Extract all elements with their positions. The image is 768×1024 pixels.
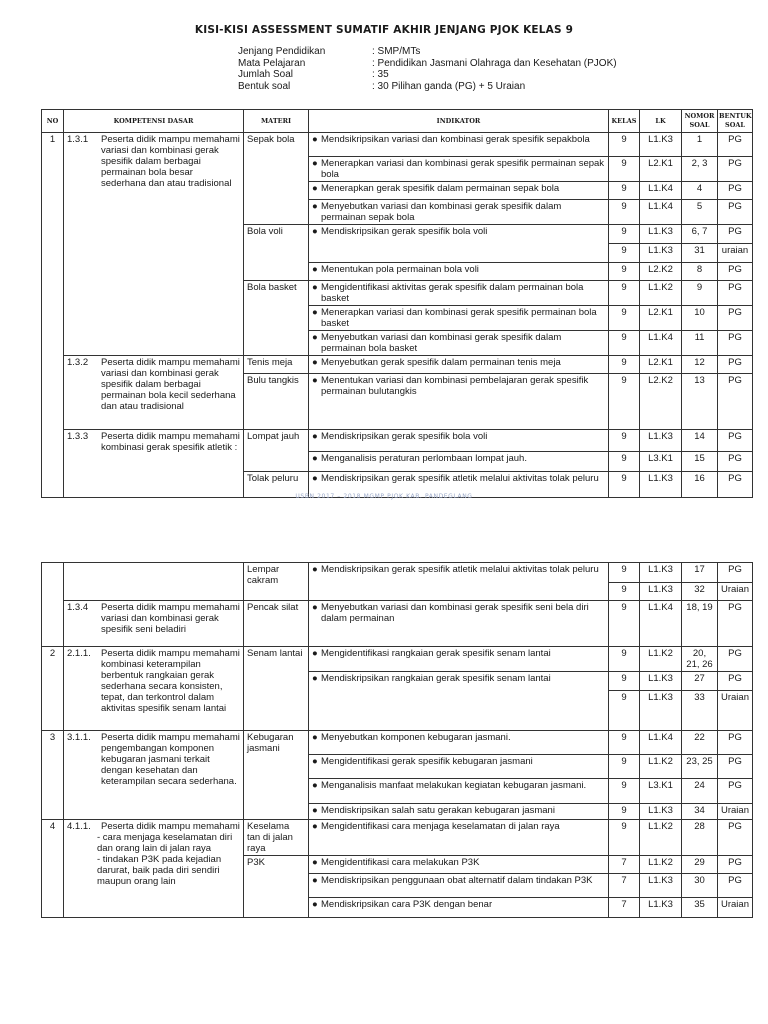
document-info: [238, 46, 617, 92]
bentuk-cell: PG: [718, 472, 753, 498]
kelas-cell: 9: [609, 225, 640, 244]
info-key: Bentuk soal: [238, 80, 291, 92]
kd-number: 1.3.3: [67, 431, 89, 442]
bentuk-cell: PG: [718, 452, 753, 472]
nomor-cell: 32: [682, 583, 718, 601]
materi-cell: Keselama tan di jalan raya: [244, 820, 309, 856]
nomor-cell: 15: [682, 452, 718, 472]
kd-text: Peserta didik mampu memahami kombinasi keterampilan berbentuk rangkaian gerak sederhana secara konsisten, tepat, dan terkontrol dalam aktivitas spesifik senam lantai: [101, 648, 240, 714]
kelas-cell: 9: [609, 244, 640, 263]
indikator-text: Menerapkan gerak spesifik dalam permainan sepak bola: [321, 183, 560, 194]
nomor-cell: 17: [682, 563, 718, 583]
nomor-cell: 1: [682, 133, 718, 157]
bentuk-cell: PG: [718, 182, 753, 200]
kelas-cell: 9: [609, 331, 640, 356]
nomor-cell: 9: [682, 281, 718, 306]
indikator-cell: [309, 452, 609, 472]
kd-sub-item: - tindakan P3K pada kejadian darurat, baik pada diri sendiri maupun orang lain: [97, 854, 222, 887]
kelas-cell: 9: [609, 804, 640, 820]
col-nomor-soal: NOMOR SOAL: [682, 110, 718, 133]
indikator-text: Mengidentifikasi rangkaian gerak spesifik senam lantai: [321, 648, 551, 659]
bentuk-cell: Uraian: [718, 804, 753, 820]
nomor-cell: 6, 7: [682, 225, 718, 244]
indikator-cell: [309, 356, 609, 374]
bentuk-cell: PG: [718, 755, 753, 779]
bentuk-cell: PG: [718, 820, 753, 856]
bullet-icon: ●: [312, 453, 318, 464]
bentuk-cell: PG: [718, 281, 753, 306]
bullet-icon: ●: [312, 673, 318, 684]
nomor-cell: 5: [682, 200, 718, 225]
lk-cell: L1.K3: [640, 563, 682, 583]
kd-number: 1.3.1: [67, 134, 89, 145]
kd-cell: [64, 820, 244, 918]
indikator-text: Menentukan pola permainan bola voli: [321, 264, 479, 275]
nomor-cell: 8: [682, 263, 718, 281]
materi-cell: Tolak peluru: [244, 472, 309, 498]
kelas-cell: 7: [609, 898, 640, 918]
nomor-cell: 18, 19: [682, 601, 718, 647]
info-key: Jumlah Soal: [238, 69, 294, 80]
row-number: 3: [42, 731, 64, 820]
indikator-cell: [309, 331, 609, 356]
indikator-cell: [309, 820, 609, 856]
bullet-icon: ●: [312, 602, 318, 613]
materi-cell: Lompat jauh: [244, 430, 309, 472]
row-number: 2: [42, 647, 64, 731]
lk-cell: L1.K2: [640, 856, 682, 874]
bentuk-cell: PG: [718, 672, 753, 691]
kd-cell: [64, 731, 244, 820]
kd-text: Peserta didik mampu memahami pengembangan komponen kebugaran jasmani terkait dengan kesehatan dan keterampilan secara sederhana.: [101, 732, 240, 787]
bentuk-cell: PG: [718, 647, 753, 672]
bullet-icon: ●: [312, 201, 318, 212]
indikator-text: Mendiskripsikan gerak spesifik atletik melalui aktivitas tolak peluru: [321, 564, 599, 575]
indikator-cell: [309, 200, 609, 225]
bullet-icon: ●: [312, 756, 318, 767]
indikator-cell: [309, 374, 609, 430]
kd-number: 2.1.1.: [67, 648, 91, 659]
bentuk-cell: uraian: [718, 244, 753, 263]
nomor-cell: 29: [682, 856, 718, 874]
lk-cell: L2.K1: [640, 306, 682, 331]
nomor-cell: 30: [682, 874, 718, 898]
kd-number: 1.3.4: [67, 602, 89, 613]
kelas-cell: 9: [609, 472, 640, 498]
kd-cell: [64, 356, 244, 430]
kd-sub-item: - cara menjaga keselamatan diri dan orang lain di jalan raya: [97, 832, 233, 854]
kelas-cell: 9: [609, 430, 640, 452]
lk-cell: L1.K3: [640, 804, 682, 820]
lk-cell: L1.K4: [640, 331, 682, 356]
kelas-cell: 9: [609, 374, 640, 430]
bentuk-cell: PG: [718, 430, 753, 452]
bentuk-cell: Uraian: [718, 691, 753, 731]
col-kelas: KELAS: [609, 110, 640, 133]
indikator-text: Mendiskripsikan salah satu gerakan kebugaran jasmani: [321, 805, 555, 816]
bullet-icon: ●: [312, 307, 318, 318]
nomor-cell: 31: [682, 244, 718, 263]
indikator-cell: [309, 563, 609, 601]
info-mapel: [238, 58, 617, 70]
indikator-cell: [309, 182, 609, 200]
col-kompetensi-dasar: KOMPETENSI DASAR: [64, 110, 244, 133]
bullet-icon: ●: [312, 899, 318, 910]
indikator-cell: [309, 601, 609, 647]
nomor-cell: 35: [682, 898, 718, 918]
bentuk-cell: PG: [718, 874, 753, 898]
bullet-icon: ●: [312, 226, 318, 237]
indikator-cell: [309, 672, 609, 731]
bentuk-cell: PG: [718, 356, 753, 374]
kelas-cell: 9: [609, 452, 640, 472]
bullet-icon: ●: [312, 183, 318, 194]
materi-cell: P3K: [244, 856, 309, 918]
lk-cell: L1.K2: [640, 281, 682, 306]
materi-cell: Pencak silat: [244, 601, 309, 647]
bullet-icon: ●: [312, 375, 318, 386]
bullet-icon: ●: [312, 732, 318, 743]
col-lk: LK: [640, 110, 682, 133]
indikator-text: Mendiskripsikan gerak spesifik atletik melalui aktivitas tolak peluru: [321, 473, 599, 484]
indikator-text: Menyebutkan variasi dan kombinasi gerak spesifik seni bela diri dalam permainan: [321, 602, 589, 624]
indikator-text: Mendiskripsikan cara P3K dengan benar: [321, 899, 493, 910]
materi-cell: Sepak bola: [244, 133, 309, 225]
kd-cell: [64, 430, 244, 498]
nomor-cell: 20, 21, 26: [682, 647, 718, 672]
indikator-text: Mendiskripsikan rangkaian gerak spesifik senam lantai: [321, 673, 551, 684]
materi-cell: Senam lantai: [244, 647, 309, 731]
kelas-cell: 7: [609, 856, 640, 874]
indikator-text: Mengidentifikasi aktivitas gerak spesifik dalam permainan bola basket: [321, 282, 584, 304]
col-bentuk-soal: BENTUK SOAL: [718, 110, 753, 133]
bentuk-cell: PG: [718, 263, 753, 281]
indikator-cell: [309, 133, 609, 157]
lk-cell: L1.K3: [640, 672, 682, 691]
indikator-text: Mendiskripsikan gerak spesifik bola voli: [321, 431, 488, 442]
bentuk-cell: Uraian: [718, 898, 753, 918]
lk-cell: L1.K3: [640, 244, 682, 263]
bullet-icon: ●: [312, 648, 318, 659]
table-row: [42, 563, 753, 583]
nomor-cell: 13: [682, 374, 718, 430]
bentuk-cell: PG: [718, 601, 753, 647]
indikator-text: Mengidentifikasi gerak spesifik kebugaran jasmani: [321, 756, 533, 767]
kelas-cell: 9: [609, 356, 640, 374]
indikator-cell: [309, 281, 609, 306]
table-header-row: [42, 110, 753, 133]
bentuk-cell: PG: [718, 731, 753, 755]
indikator-cell: [309, 779, 609, 804]
table-row: [42, 133, 753, 157]
kd-cell: [64, 133, 244, 356]
lk-cell: L3.K1: [640, 779, 682, 804]
indikator-cell: [309, 755, 609, 779]
kisi-table-page-2: [41, 562, 753, 918]
info-key: Mata Pelajaran: [238, 57, 306, 69]
kelas-cell: 9: [609, 731, 640, 755]
table-row: [42, 430, 753, 452]
kelas-cell: 9: [609, 563, 640, 583]
info-value: : 35: [372, 69, 389, 80]
kelas-cell: 9: [609, 601, 640, 647]
nomor-cell: 27: [682, 672, 718, 691]
materi-cell: Bola basket: [244, 281, 309, 356]
nomor-cell: 24: [682, 779, 718, 804]
kelas-cell: 9: [609, 583, 640, 601]
kelas-cell: 9: [609, 691, 640, 731]
bullet-icon: ●: [312, 875, 318, 886]
row-number: 1: [42, 133, 64, 498]
indikator-cell: [309, 898, 609, 918]
bentuk-cell: PG: [718, 779, 753, 804]
lk-cell: L3.K1: [640, 452, 682, 472]
indikator-text: Menentukan variasi dan kombinasi pembelajaran gerak spesifik permainan bulutangkis: [321, 375, 589, 397]
nomor-cell: 23, 25: [682, 755, 718, 779]
bullet-icon: ●: [312, 264, 318, 275]
indikator-cell: [309, 430, 609, 452]
kd-number: 3.1.1.: [67, 732, 91, 743]
lk-cell: L1.K3: [640, 225, 682, 244]
lk-cell: L1.K4: [640, 200, 682, 225]
kisi-table-page-1: [41, 109, 753, 498]
bentuk-cell: PG: [718, 306, 753, 331]
nomor-cell: 4: [682, 182, 718, 200]
indikator-cell: [309, 263, 609, 281]
kelas-cell: 7: [609, 874, 640, 898]
table-row: [42, 647, 753, 672]
lk-cell: L2.K1: [640, 356, 682, 374]
bullet-icon: ●: [312, 805, 318, 816]
document-title: KISI-KISI ASSESSMENT SUMATIF AKHIR JENJANG PJOK KELAS 9: [194, 24, 574, 36]
nomor-cell: 28: [682, 820, 718, 856]
indikator-cell: [309, 647, 609, 672]
materi-cell: Kebugaran jasmani: [244, 731, 309, 820]
row-number: 4: [42, 820, 64, 918]
kd-text: Peserta didik mampu memahami kombinasi gerak spesifik atletik :: [101, 431, 240, 453]
kelas-cell: 9: [609, 647, 640, 672]
kd-cell: [64, 563, 244, 601]
kd-text: Peserta didik mampu memahami variasi dan kombinasi gerak spesifik seni beladiri: [101, 602, 240, 635]
bentuk-cell: PG: [718, 856, 753, 874]
bullet-icon: ●: [312, 780, 318, 791]
bullet-icon: ●: [312, 282, 318, 293]
indikator-cell: [309, 225, 609, 263]
kd-number: 1.3.2: [67, 357, 89, 368]
indikator-text: Menyebutkan variasi dan kombinasi gerak spesifik dalam permainan bola basket: [321, 332, 562, 354]
indikator-cell: [309, 804, 609, 820]
nomor-cell: 34: [682, 804, 718, 820]
indikator-text: Menyebutkan variasi dan kombinasi gerak spesifik dalam permainan sepak bola: [321, 201, 562, 223]
nomor-cell: 11: [682, 331, 718, 356]
lk-cell: L1.K3: [640, 691, 682, 731]
nomor-cell: 10: [682, 306, 718, 331]
bullet-icon: ●: [312, 357, 318, 368]
lk-cell: L1.K4: [640, 182, 682, 200]
table-row: [42, 601, 753, 647]
indikator-text: Menyebutkan gerak spesifik dalam permainan tenis meja: [321, 357, 561, 368]
info-key: Jenjang Pendidikan: [238, 46, 326, 57]
table-row: [42, 820, 753, 856]
nomor-cell: 16: [682, 472, 718, 498]
bentuk-cell: PG: [718, 563, 753, 583]
indikator-text: Menyebutkan komponen kebugaran jasmani.: [321, 732, 511, 743]
materi-cell: Tenis meja: [244, 356, 309, 374]
indikator-cell: [309, 874, 609, 898]
indikator-text: Mendiskripsikan gerak spesifik bola voli: [321, 226, 488, 237]
kelas-cell: 9: [609, 200, 640, 225]
lk-cell: L1.K4: [640, 601, 682, 647]
bentuk-cell: PG: [718, 133, 753, 157]
nomor-cell: 2, 3: [682, 157, 718, 182]
table-row: [42, 731, 753, 755]
lk-cell: L1.K2: [640, 647, 682, 672]
bullet-icon: ●: [312, 332, 318, 343]
col-indikator: INDIKATOR: [309, 110, 609, 133]
lk-cell: L1.K2: [640, 820, 682, 856]
kelas-cell: 9: [609, 182, 640, 200]
kelas-cell: 9: [609, 281, 640, 306]
indikator-cell: [309, 306, 609, 331]
col-materi: MATERI: [244, 110, 309, 133]
info-value: : SMP/MTs: [372, 46, 421, 57]
table-row: [42, 356, 753, 374]
bentuk-cell: PG: [718, 200, 753, 225]
kd-number: 4.1.1.: [67, 821, 91, 832]
kd-text: Peserta didik mampu memahami: [101, 821, 240, 832]
info-bentuk: [238, 81, 617, 93]
info-jenjang: [238, 46, 617, 58]
col-no: NO: [42, 110, 64, 133]
lk-cell: L2.K2: [640, 374, 682, 430]
kd-text: Peserta didik mampu memahami variasi dan kombinasi gerak spesifik dalam berbagai permainan bola kecil sederhana dan atau tradisional: [101, 357, 240, 412]
bullet-icon: ●: [312, 564, 318, 575]
lk-cell: L1.K3: [640, 133, 682, 157]
kelas-cell: 9: [609, 755, 640, 779]
indikator-text: Menganalisis peraturan perlombaan lompat jauh.: [321, 453, 527, 464]
info-value: : 30 Pilihan ganda (PG) + 5 Uraian: [372, 80, 526, 92]
info-jumlah: [238, 69, 617, 81]
kelas-cell: 9: [609, 306, 640, 331]
lk-cell: L1.K3: [640, 874, 682, 898]
bentuk-cell: PG: [718, 331, 753, 356]
bullet-icon: ●: [312, 431, 318, 442]
bullet-icon: ●: [312, 134, 318, 145]
indikator-text: Menerapkan variasi dan kombinasi gerak spesifik permainan bola basket: [321, 307, 597, 329]
bentuk-cell: PG: [718, 157, 753, 182]
lk-cell: L1.K4: [640, 731, 682, 755]
lk-cell: L1.K3: [640, 430, 682, 452]
bullet-icon: ●: [312, 857, 318, 868]
indikator-text: Mengidentifikasi cara melakukan P3K: [321, 857, 480, 868]
kelas-cell: 9: [609, 672, 640, 691]
kd-cell: [64, 647, 244, 731]
lk-cell: L1.K3: [640, 583, 682, 601]
indikator-text: Mendiskripsikan penggunaan obat alternatif dalam tindakan P3K: [321, 875, 593, 886]
indikator-cell: [309, 856, 609, 874]
lk-cell: L1.K2: [640, 755, 682, 779]
materi-cell: Lempar cakram: [244, 563, 309, 601]
kd-cell: [64, 601, 244, 647]
page-footer: USBN 2017 – 2018 MGMP PJOK KAB. PANDEGLANG: [295, 493, 473, 500]
nomor-cell: 33: [682, 691, 718, 731]
kelas-cell: 9: [609, 820, 640, 856]
bentuk-cell: PG: [718, 374, 753, 430]
kelas-cell: 9: [609, 779, 640, 804]
info-value: : Pendidikan Jasmani Olahraga dan Kesehatan (PJOK): [372, 57, 617, 69]
lk-cell: L2.K1: [640, 157, 682, 182]
kelas-cell: 9: [609, 133, 640, 157]
nomor-cell: 14: [682, 430, 718, 452]
bullet-icon: ●: [312, 473, 318, 484]
row-number: [42, 563, 64, 647]
indikator-text: Menerapkan variasi dan kombinasi gerak spesifik permainan sepak bola: [321, 158, 605, 180]
materi-cell: Bola voli: [244, 225, 309, 281]
lk-cell: L1.K3: [640, 472, 682, 498]
kd-text: Peserta didik mampu memahami variasi dan kombinasi gerak spesifik dalam berbagai permainan bola besar sederhana dan atau tradisional: [101, 134, 240, 189]
indikator-cell: [309, 157, 609, 182]
lk-cell: L2.K2: [640, 263, 682, 281]
indikator-cell: [309, 731, 609, 755]
bentuk-cell: Uraian: [718, 583, 753, 601]
bullet-icon: ●: [312, 821, 318, 832]
bentuk-cell: PG: [718, 225, 753, 244]
kelas-cell: 9: [609, 157, 640, 182]
kelas-cell: 9: [609, 263, 640, 281]
nomor-cell: 22: [682, 731, 718, 755]
lk-cell: L1.K3: [640, 898, 682, 918]
indikator-text: Mengidentifikasi cara menjaga keselamatan di jalan raya: [321, 821, 560, 832]
materi-cell: Bulu tangkis: [244, 374, 309, 430]
bullet-icon: ●: [312, 158, 318, 169]
indikator-text: Mendsikripsikan variasi dan kombinasi gerak spesifik sepakbola: [321, 134, 590, 145]
nomor-cell: 12: [682, 356, 718, 374]
indikator-text: Menganalisis manfaat melakukan kegiatan kebugaran jasmani.: [321, 780, 587, 791]
